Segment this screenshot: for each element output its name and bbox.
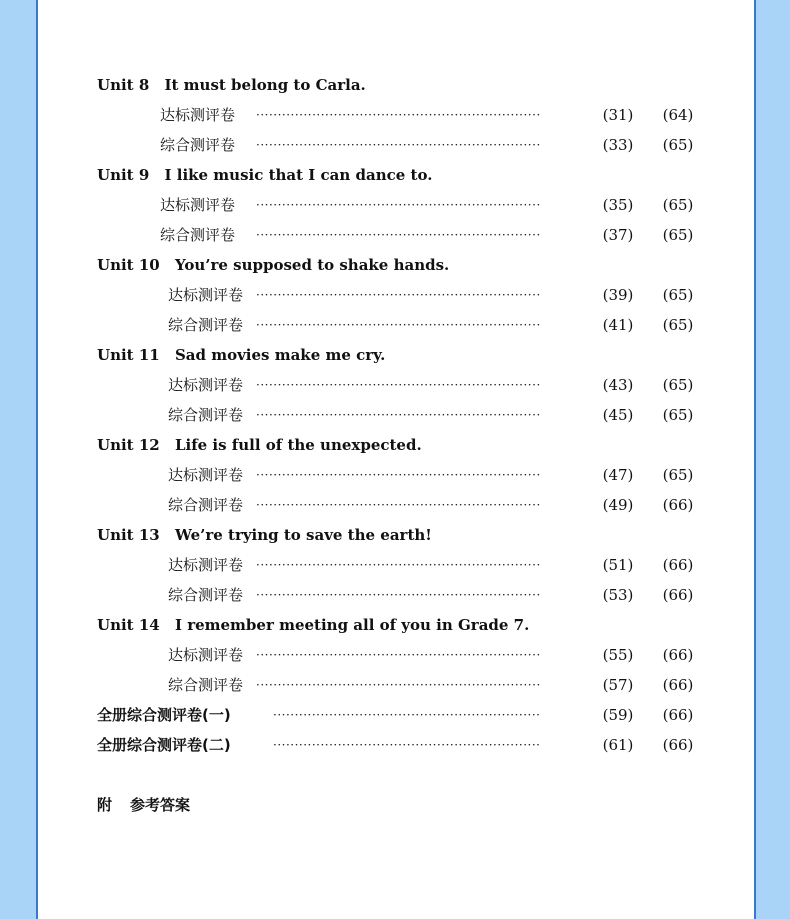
- unit-number: Unit 8: [97, 76, 150, 94]
- right-blue-frame: [754, 0, 790, 919]
- entry-page: (57): [602, 676, 634, 694]
- dot-leader: ··································································: [256, 318, 541, 332]
- entry-label: 综合测评卷: [168, 316, 244, 334]
- entry-label: 达标测评卷: [168, 466, 244, 484]
- dot-leader: ··································································: [256, 288, 541, 302]
- entry-page: (33): [602, 136, 634, 154]
- entry-page: (35): [602, 196, 634, 214]
- unit-title: Sad movies make me cry.: [174, 346, 386, 364]
- dot-leader: ··································································: [256, 138, 541, 152]
- entry-label: 综合测评卷: [160, 226, 236, 244]
- appendix-prefix: 附: [97, 796, 113, 814]
- dot-leader: ··································································: [256, 228, 541, 242]
- unit-number: Unit 14: [97, 616, 160, 634]
- entry-page: (47): [602, 466, 634, 484]
- unit-heading[interactable]: [97, 165, 432, 185]
- toc-entry[interactable]: [168, 315, 700, 335]
- dot-leader: ··································································: [256, 378, 541, 392]
- dot-leader: ··································································: [256, 408, 541, 422]
- unit-heading[interactable]: [97, 75, 366, 95]
- toc-entry[interactable]: [160, 195, 700, 215]
- entry-label: 达标测评卷: [168, 556, 244, 574]
- toc-entry[interactable]: [168, 375, 700, 395]
- entry-label: 全册综合测评卷(二): [97, 736, 231, 754]
- toc-entry[interactable]: [160, 225, 700, 245]
- entry-answer-page: (65): [662, 196, 694, 214]
- entry-label: 综合测评卷: [168, 586, 244, 604]
- toc-entry[interactable]: [168, 465, 700, 485]
- entry-answer-page: (65): [662, 376, 694, 394]
- dot-leader: ··································································: [256, 558, 541, 572]
- dot-leader: ··································································: [256, 498, 541, 512]
- entry-label: 综合测评卷: [168, 496, 244, 514]
- unit-number: Unit 11: [97, 346, 160, 364]
- entry-page: (61): [602, 736, 634, 754]
- entry-label: 达标测评卷: [168, 376, 244, 394]
- entry-label: 综合测评卷: [168, 406, 244, 424]
- entry-answer-page: (64): [662, 106, 694, 124]
- entry-answer-page: (66): [662, 706, 694, 724]
- entry-label: 达标测评卷: [168, 646, 244, 664]
- entry-page: (51): [602, 556, 634, 574]
- toc-entry[interactable]: [168, 555, 700, 575]
- unit-title: It must belong to Carla.: [164, 76, 366, 94]
- entry-label: 达标测评卷: [160, 196, 236, 214]
- entry-label: 达标测评卷: [160, 106, 236, 124]
- toc-entry[interactable]: [160, 105, 700, 125]
- entry-page: (31): [602, 106, 634, 124]
- dot-leader: ··································································: [256, 648, 541, 662]
- entry-answer-page: (65): [662, 136, 694, 154]
- unit-heading[interactable]: [97, 345, 385, 365]
- left-blue-frame: [0, 0, 38, 919]
- entry-answer-page: (65): [662, 226, 694, 244]
- entry-page: (53): [602, 586, 634, 604]
- unit-title: You’re supposed to shake hands.: [174, 256, 450, 274]
- appendix-answers[interactable]: [97, 794, 190, 816]
- unit-number: Unit 9: [97, 166, 150, 184]
- toc-entry[interactable]: [168, 495, 700, 515]
- entry-answer-page: (65): [662, 466, 694, 484]
- unit-title: I like music that I can dance to.: [164, 166, 433, 184]
- unit-heading[interactable]: [97, 255, 449, 275]
- dot-leader: ··································································: [256, 108, 541, 122]
- toc-entry[interactable]: [168, 285, 700, 305]
- toc-entry[interactable]: [168, 675, 700, 695]
- entry-answer-page: (65): [662, 286, 694, 304]
- entry-answer-page: (66): [662, 496, 694, 514]
- dot-leader: ······························································: [273, 738, 541, 752]
- toc-entry[interactable]: [168, 645, 700, 665]
- dot-leader: ······························································: [273, 708, 541, 722]
- entry-label: 全册综合测评卷(一): [97, 706, 231, 724]
- entry-page: (41): [602, 316, 634, 334]
- unit-heading[interactable]: [97, 525, 432, 545]
- entry-answer-page: (66): [662, 556, 694, 574]
- entry-page: (45): [602, 406, 634, 424]
- dot-leader: ··································································: [256, 468, 541, 482]
- entry-label: 综合测评卷: [160, 136, 236, 154]
- unit-number: Unit 13: [97, 526, 160, 544]
- unit-heading[interactable]: [97, 435, 422, 455]
- entry-page: (39): [602, 286, 634, 304]
- toc-entry[interactable]: [168, 585, 700, 605]
- entry-answer-page: (66): [662, 676, 694, 694]
- entry-label: 达标测评卷: [168, 286, 244, 304]
- entry-answer-page: (65): [662, 316, 694, 334]
- full-book-test-entry[interactable]: [97, 735, 700, 755]
- entry-page: (37): [602, 226, 634, 244]
- entry-page: (59): [602, 706, 634, 724]
- unit-heading[interactable]: [97, 615, 529, 635]
- dot-leader: ··································································: [256, 588, 541, 602]
- toc-page: [38, 0, 754, 919]
- entry-page: (49): [602, 496, 634, 514]
- dot-leader: ··································································: [256, 678, 541, 692]
- dot-leader: ··································································: [256, 198, 541, 212]
- toc-entry[interactable]: [168, 405, 700, 425]
- entry-label: 综合测评卷: [168, 676, 244, 694]
- toc-entry[interactable]: [160, 135, 700, 155]
- entry-answer-page: (66): [662, 736, 694, 754]
- entry-answer-page: (66): [662, 646, 694, 664]
- unit-number: Unit 10: [97, 256, 160, 274]
- full-book-test-entry[interactable]: [97, 705, 700, 725]
- appendix-title: 参考答案: [130, 796, 191, 814]
- unit-title: We’re trying to save the earth!: [174, 526, 432, 544]
- unit-title: I remember meeting all of you in Grade 7.: [174, 616, 530, 634]
- entry-page: (43): [602, 376, 634, 394]
- unit-title: Life is full of the unexpected.: [174, 436, 422, 454]
- entry-answer-page: (65): [662, 406, 694, 424]
- entry-answer-page: (66): [662, 586, 694, 604]
- entry-page: (55): [602, 646, 634, 664]
- unit-number: Unit 12: [97, 436, 160, 454]
